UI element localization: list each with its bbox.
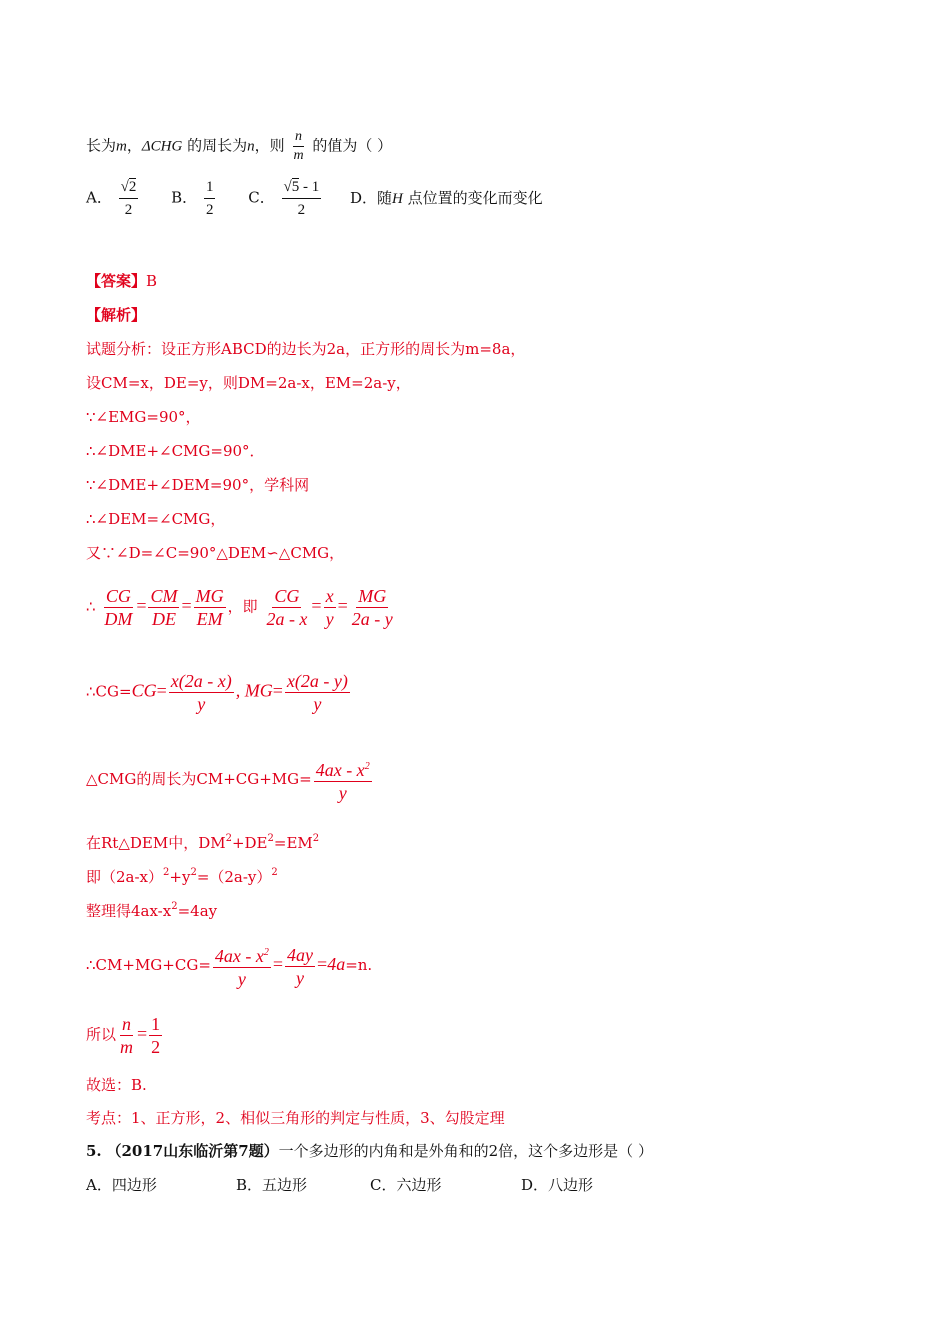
fraction: $\frac{CM}{DE}$ — [150, 586, 178, 629]
stem-text: ， — [126, 136, 142, 155]
fraction: $\frac{x(2a - y)}{y}$ — [286, 671, 348, 714]
option-b: B． $\frac{1}{2}$ — [171, 176, 217, 221]
option-c: C． $\frac{√5 - 1}{2}$ — [248, 176, 323, 221]
option-b: B．五边形 — [236, 1176, 308, 1194]
fraction: $\frac{CG}{2a - x}$ — [266, 586, 308, 629]
stem-text: 的周长为 — [182, 136, 248, 155]
var-n: n — [247, 138, 255, 155]
option-d: D．八边形 — [521, 1176, 594, 1194]
option-d: D．随H 点位置的变化而变化 — [350, 188, 543, 207]
stem-text: 长为 — [86, 136, 117, 155]
knowledge-points: 考点：1、正方形，2、相似三角形的判定与性质，3、勾股定理 — [86, 1109, 505, 1127]
option-c: C．六边形 — [370, 1176, 442, 1194]
fraction: $\frac{CG}{DM}$ — [104, 586, 133, 629]
analysis-line: ∴∠DEM=∠CMG， — [86, 510, 226, 528]
equation-perimeter: △CMG的周长为CM+CG+MG= $\frac{4ax - x^2}{y}$ — [86, 756, 374, 804]
analysis-line: 又∵∠D=∠C=90°△DEM∽△CMG， — [86, 544, 345, 562]
question-number: 5. — [86, 1142, 102, 1160]
var-m: m — [116, 138, 127, 155]
question-5-stem — [86, 1141, 653, 1161]
equation-cg-mg: ∴CG=CG= $\frac{x(2a - x)}{y}$ , MG= $\frac{x(2a - y)}{y}$ — [86, 671, 348, 714]
question-5-options — [86, 1175, 593, 1195]
answer-value: B — [146, 272, 158, 290]
analysis-line: ∵∠EMG=90°， — [86, 408, 201, 426]
answer-label: 【答案】 — [86, 272, 147, 290]
option-a: A． $\frac{√2}{2}$ — [86, 176, 140, 221]
stem-text: 的值为（ ） — [307, 136, 393, 155]
stem-text: ，则 — [254, 136, 285, 155]
analysis-line-expand: 即$(2a-x)^2+y^2=(2a-y)^2$ — [86, 867, 278, 886]
fraction: $\frac{1}{2}$ — [151, 1014, 161, 1057]
fraction: $\frac{MG}{EM}$ — [195, 586, 224, 629]
analysis-line: 设CM=x，DE=y，则DM=2a-x，EM=2a-y， — [86, 374, 411, 392]
triangle-chg: ΔCHG — [141, 138, 183, 155]
analysis-line: ∵∠DME+∠DEM=90°，学科网 — [86, 476, 310, 494]
analysis-conclusion: 故选：B. — [86, 1076, 147, 1094]
analysis-label: 【解析】 — [86, 306, 147, 324]
equation-result: 所以 $\frac{n}{m}$ = $\frac{1}{2}$ — [86, 1014, 161, 1057]
fraction: $\frac{n}{m}$ — [120, 1014, 134, 1057]
question-source: （2017山东临沂第7题） — [106, 1142, 279, 1160]
fraction: $\frac{4ax - x^2}{y}$ — [314, 756, 372, 804]
analysis-line: ∴∠DME+∠CMG=90°． — [86, 442, 265, 460]
analysis-line-simplify: 整理得$4ax-x^2=4ay$ — [86, 901, 218, 920]
equation-ratio: ∴ $\frac{CG}{DM}$ = $\frac{CM}{DE}$ = $\frac{MG}{EM}$ ，即 $\frac{CG}{2a - x}$ = $\frac{x}{y}$ = $\frac{MG}{2a - y}$ — [86, 586, 393, 629]
analysis-line-pythagoras: 在Rt△DEM中，$DM^2+DE^2=EM^2$ — [86, 833, 320, 852]
fraction: $\frac{MG}{2a - y}$ — [351, 586, 393, 629]
fraction-n-over-m: $\frac{n}{m}$ — [293, 129, 304, 163]
analysis-line: 试题分析：设正方形ABCD的边长为2a，正方形的周长为m=8a， — [86, 340, 526, 358]
fraction: $\frac{x(2a - x)}{y}$ — [170, 671, 232, 714]
question-4-stem — [86, 128, 392, 165]
equation-sum: ∴CM+MG+CG= $\frac{4ax - x^2}{y}$ = $\frac{4ay}{y}$ =4a=n. — [86, 942, 372, 990]
question-text: 一个多边形的内角和是外角和的2倍，这个多边形是（ ） — [278, 1142, 653, 1160]
answer-line — [86, 271, 157, 291]
fraction: $\frac{4ay}{y}$ — [287, 944, 314, 988]
question-4-options — [86, 176, 543, 221]
fraction: $\frac{x}{y}$ — [325, 586, 334, 629]
fraction: $\frac{4ax - x^2}{y}$ — [213, 942, 271, 990]
option-a: A．四边形 — [86, 1176, 157, 1194]
